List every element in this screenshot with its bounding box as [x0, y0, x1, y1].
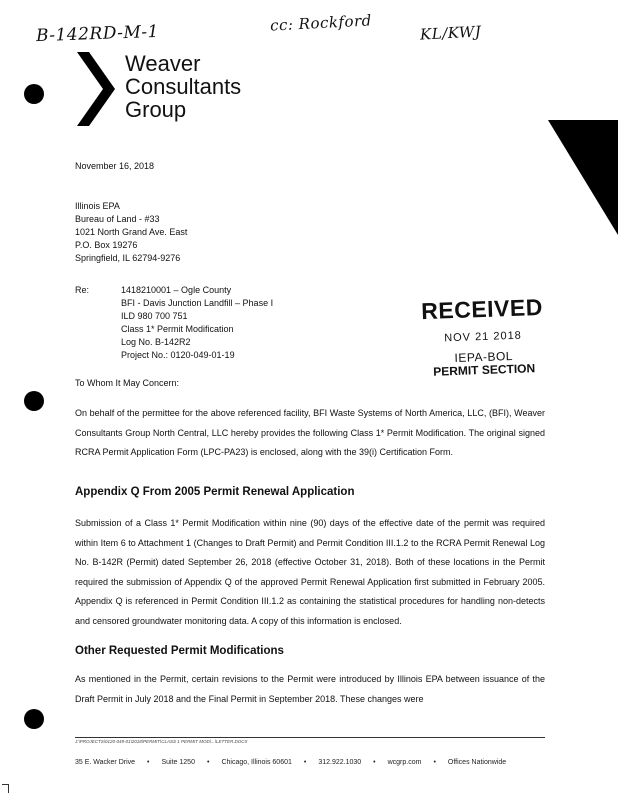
- footer-bullet-icon: •: [206, 759, 210, 766]
- received-stamp: [407, 293, 560, 379]
- footer-city: Chicago, Illinois 60601: [221, 759, 292, 766]
- footer-phone: 312.922.1030: [318, 759, 362, 766]
- paragraph-appendix-q: Submission of a Class 1* Permit Modification within nine (90) days of the effective date of the permit was required within Item 6 to Attachment 1 (Changes to Draft Permit) and Permit Condition III.1.2 to the RCRA Permit Renewal Log No. B-142R (Permit) dated September 26, 2018 (effective October 31, 2018). Both of these locations in the Permit required the submission of Appendix Q of the approved Permit Renewal Application first submitted in February 2005. Appendix Q is referenced in Permit Condition III.1.2 as containing the statistical procedures for handling non-detects and censored groundwater monitoring data. A copy of this information is enclosed.: [75, 518, 545, 626]
- paragraph-intro: On behalf of the permittee for the above referenced facility, BFI Waste Systems of North America, LLC, (BFI), Weaver Consultants Group North Central, LLC hereby provides the following Class 1* Permit Modification. The original signed RCRA Permit Application Form (LPC-PA23) is enclosed, along with the 39(i) Certification Form.: [75, 408, 545, 457]
- footer-file-path: J:\PROJECTS\0120-049-01\2018\PERMIT\CLASS 1 PERMIT MOD\...\LETTER.DOCX: [75, 739, 248, 744]
- re-line: ILD 980 700 751: [121, 311, 188, 321]
- re-line: BFI - Davis Junction Landfill – Phase I: [121, 298, 274, 308]
- punch-hole-top: [24, 84, 44, 104]
- footer-bullet-icon: •: [147, 759, 150, 766]
- address-line: 1021 North Grand Ave. East: [75, 227, 188, 237]
- re-block: [75, 284, 273, 362]
- footer-bullet-icon: •: [303, 759, 307, 766]
- footer-offices: Offices Nationwide: [447, 759, 507, 766]
- re-label: Re:: [75, 285, 90, 295]
- salutation: To Whom It May Concern:: [75, 378, 180, 388]
- stamp-received: RECEIVED: [420, 293, 544, 325]
- re-line: Project No.: 0120-049-01-19: [121, 350, 235, 360]
- stamp-date: NOV 21 2018: [444, 329, 523, 345]
- address-line: Bureau of Land - #33: [75, 214, 160, 224]
- re-line: Log No. B-142R2: [121, 337, 191, 347]
- logo-line-consultants: Consultants: [125, 74, 242, 99]
- re-line: Class 1* Permit Modification: [121, 324, 234, 334]
- logo-chevron-icon: [75, 50, 120, 128]
- stamp-department: IEPA-BOL: [454, 348, 514, 366]
- footer-suite: Suite 1250: [161, 759, 195, 766]
- handwritten-initials: KL/KWJ: [419, 22, 482, 44]
- logo-line-group: Group: [125, 97, 187, 122]
- footer-bullet-icon: •: [373, 759, 376, 766]
- address-line: Illinois EPA: [75, 201, 120, 211]
- punch-hole-bottom: [24, 709, 44, 729]
- address-line: P.O. Box 19276: [75, 240, 138, 250]
- handwritten-log-number: B-142RD-M-1: [35, 21, 160, 47]
- stamp-section: PERMIT SECTION: [432, 361, 536, 379]
- footer-address: 35 E. Wacker Drive: [75, 759, 136, 766]
- handwritten-cc-note: cc: Rockford: [269, 11, 373, 35]
- paragraph-other-modifications: As mentioned in the Permit, certain revisions to the Permit were introduced by Illinois EPA between issuance of the Draft Permit in July 2018 and the Final Permit in September 2018. These changes were: [75, 674, 545, 704]
- section-heading-other-modifications: Other Requested Permit Modifications: [75, 645, 284, 657]
- footer-website-link[interactable]: wcgrp.com: [387, 759, 422, 766]
- letter-date: November 16, 2018: [75, 161, 155, 171]
- address-line: Springfield, IL 62794-9276: [75, 253, 181, 263]
- section-heading-appendix-q: Appendix Q From 2005 Permit Renewal Application: [75, 486, 355, 498]
- recipient-address: [75, 200, 187, 265]
- footer-contact: [75, 759, 545, 766]
- re-line: 1418210001 – Ogle County: [121, 285, 232, 295]
- logo-line-weaver: Weaver: [125, 51, 201, 76]
- punch-hole-middle: [24, 391, 44, 411]
- corner-mark: [2, 784, 9, 793]
- footer-bullet-icon: •: [433, 759, 436, 766]
- corner-shadow: [548, 120, 618, 240]
- footer-rule: [75, 737, 545, 738]
